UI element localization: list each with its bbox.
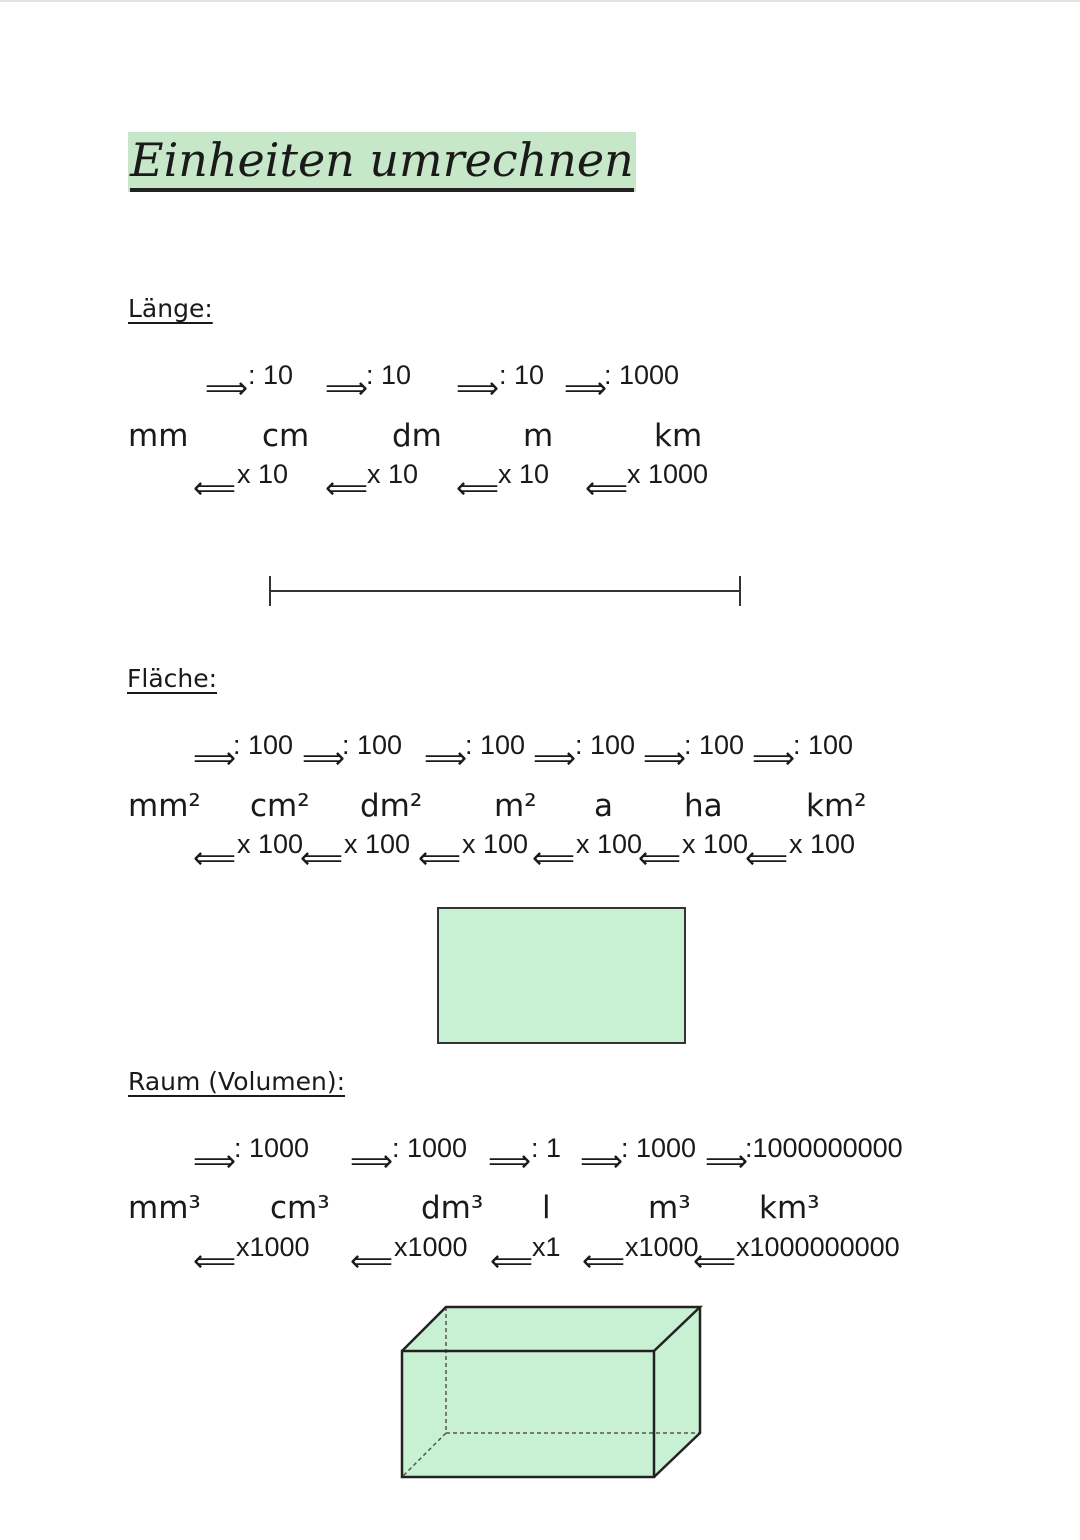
flaeche-divide-2: : 100 — [342, 730, 403, 760]
left-double-arrow-icon: ⟸ — [582, 1244, 626, 1279]
section-label-laenge: Länge: — [128, 294, 213, 323]
raum-multiply-4: x1000 — [625, 1232, 699, 1262]
flaeche-divide-6: : 100 — [793, 730, 854, 760]
unit-km2: km² — [806, 788, 867, 824]
laenge-multiply-3: x 10 — [498, 459, 550, 489]
left-double-arrow-icon: ⟸ — [585, 471, 629, 506]
raum-multiply-5: x1000000000 — [736, 1232, 900, 1262]
flaeche-multiply-4: x 100 — [576, 829, 643, 859]
unit-mm3: mm³ — [128, 1190, 201, 1226]
top-divider — [0, 0, 1080, 2]
right-double-arrow-icon: ⟹ — [488, 1144, 532, 1179]
title-highlight — [128, 132, 636, 192]
laenge-multiply-1: x 10 — [237, 459, 289, 489]
volume-box-illustration — [398, 1303, 706, 1483]
flaeche-divide-1: : 100 — [233, 730, 294, 760]
unit-ha: ha — [684, 788, 723, 824]
flaeche-multiply-3: x 100 — [462, 829, 529, 859]
unit-m2: m² — [494, 788, 537, 824]
unit-l: l — [542, 1190, 551, 1226]
unit-mm: mm — [128, 418, 189, 454]
laenge-multiply-2: x 10 — [367, 459, 419, 489]
unit-dm: dm — [392, 418, 442, 454]
right-double-arrow-icon: ⟹ — [193, 1144, 237, 1179]
unit-m: m — [523, 418, 554, 454]
unit-dm3: dm³ — [421, 1190, 484, 1226]
raum-multiply-1: x1000 — [236, 1232, 310, 1262]
laenge-divide-3: : 10 — [499, 360, 545, 390]
left-double-arrow-icon: ⟸ — [350, 1244, 394, 1279]
left-double-arrow-icon: ⟸ — [418, 841, 462, 876]
raum-divide-5: :1000000000 — [745, 1133, 903, 1163]
raum-divide-4: : 1000 — [621, 1133, 697, 1163]
right-double-arrow-icon: ⟹ — [752, 741, 796, 776]
left-double-arrow-icon: ⟸ — [638, 841, 682, 876]
unit-km: km — [654, 418, 703, 454]
raum-divide-3: : 1 — [531, 1133, 562, 1163]
flaeche-multiply-5: x 100 — [682, 829, 749, 859]
right-double-arrow-icon: ⟹ — [350, 1144, 394, 1179]
flaeche-divide-5: : 100 — [684, 730, 745, 760]
right-double-arrow-icon: ⟹ — [643, 741, 687, 776]
raum-multiply-3: x1 — [532, 1232, 561, 1262]
unit-cm2: cm² — [250, 788, 310, 824]
unit-cm3: cm³ — [270, 1190, 330, 1226]
unit-m3: m³ — [648, 1190, 691, 1226]
left-double-arrow-icon: ⟸ — [456, 471, 500, 506]
flaeche-multiply-2: x 100 — [344, 829, 411, 859]
right-double-arrow-icon: ⟹ — [205, 371, 249, 406]
flaeche-divide-3: : 100 — [465, 730, 526, 760]
raum-divide-2: : 1000 — [392, 1133, 468, 1163]
left-double-arrow-icon: ⟸ — [300, 841, 344, 876]
right-double-arrow-icon: ⟹ — [564, 371, 608, 406]
laenge-divide-1: : 10 — [248, 360, 294, 390]
left-double-arrow-icon: ⟸ — [490, 1244, 534, 1279]
left-double-arrow-icon: ⟸ — [193, 471, 237, 506]
section-label-raum: Raum (Volumen): — [128, 1067, 346, 1096]
length-line-illustration — [262, 570, 752, 610]
right-double-arrow-icon: ⟹ — [424, 741, 468, 776]
page-title: Einheiten umrechnen — [130, 132, 634, 192]
flaeche-multiply-6: x 100 — [789, 829, 856, 859]
raum-multiply-2: x1000 — [394, 1232, 468, 1262]
flaeche-divide-4: : 100 — [575, 730, 636, 760]
right-double-arrow-icon: ⟹ — [456, 371, 500, 406]
left-double-arrow-icon: ⟸ — [532, 841, 576, 876]
section-label-flaeche: Fläche: — [127, 664, 218, 693]
laenge-multiply-4: x 1000 — [627, 459, 709, 489]
laenge-divide-2: : 10 — [366, 360, 412, 390]
right-double-arrow-icon: ⟹ — [705, 1144, 749, 1179]
left-double-arrow-icon: ⟸ — [325, 471, 369, 506]
area-rectangle-illustration — [437, 907, 687, 1045]
left-double-arrow-icon: ⟸ — [745, 841, 789, 876]
right-double-arrow-icon: ⟹ — [193, 741, 237, 776]
flaeche-multiply-1: x 100 — [237, 829, 304, 859]
unit-a: a — [594, 788, 613, 824]
left-double-arrow-icon: ⟸ — [193, 1244, 237, 1279]
unit-cm: cm — [262, 418, 310, 454]
raum-divide-1: : 1000 — [234, 1133, 310, 1163]
right-double-arrow-icon: ⟹ — [325, 371, 369, 406]
right-double-arrow-icon: ⟹ — [580, 1144, 624, 1179]
right-double-arrow-icon: ⟹ — [302, 741, 346, 776]
unit-dm2: dm² — [360, 788, 423, 824]
unit-mm2: mm² — [128, 788, 201, 824]
left-double-arrow-icon: ⟸ — [693, 1244, 737, 1279]
right-double-arrow-icon: ⟹ — [533, 741, 577, 776]
unit-km3: km³ — [759, 1190, 820, 1226]
left-double-arrow-icon: ⟸ — [193, 841, 237, 876]
laenge-divide-4: : 1000 — [604, 360, 680, 390]
